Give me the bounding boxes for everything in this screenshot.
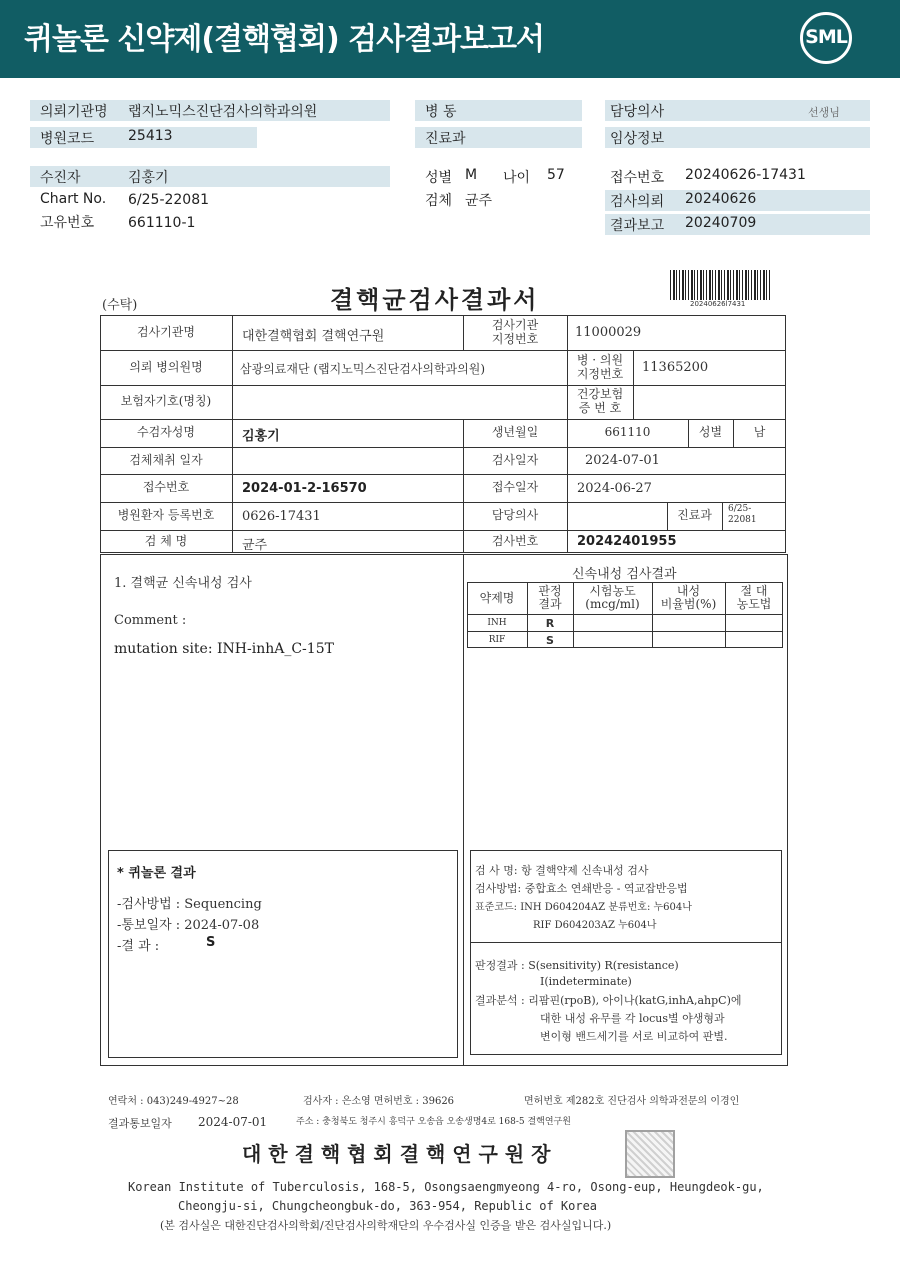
quinolone-result-label: -결 과 : xyxy=(117,939,160,954)
r2-label2b: 지정번호 xyxy=(576,367,624,381)
r6-value2: 2024-06-27 xyxy=(577,481,652,496)
footer-certification: (본 검사실은 대한진단검사의학회/진단검사의학재단의 우수검사실 인증을 받은 검사실입니다.) xyxy=(160,1219,612,1232)
method-line8: 대한 내성 유무를 각 locus별 야생형과 xyxy=(540,1012,725,1025)
quinolone-result: S xyxy=(206,935,216,950)
chart-value: 6/25-22081 xyxy=(128,192,210,208)
doc-title: 결핵균검사결과서 xyxy=(330,286,540,314)
patient-value: 김홍기 xyxy=(128,170,169,186)
r7-label2: 담당의사 xyxy=(491,508,539,522)
col-ratio-b: 비율범(%) xyxy=(660,597,717,611)
mutation-site: mutation site: INH-inhA_C-15T xyxy=(114,641,334,657)
r7-value: 0626-17431 xyxy=(242,509,321,524)
footer-english-2: Cheongju-si, Chungcheongbuk-do, 363-954, Republic of Korea xyxy=(178,1199,598,1213)
quinolone-title: * 퀴놀론 결과 xyxy=(117,866,196,881)
r4-value2: 661110 xyxy=(604,425,651,439)
uid-value: 661110-1 xyxy=(128,215,196,231)
code-label: 병원코드 xyxy=(40,131,95,147)
r4-value: 김홍기 xyxy=(242,429,280,444)
receipt-value: 20240626-17431 xyxy=(685,167,806,183)
receipt-label: 접수번호 xyxy=(610,170,665,186)
r4-value3: 남 xyxy=(753,425,766,439)
method-line3: 표준코드: INH D604204AZ 분류번호: 누604나 xyxy=(475,902,692,913)
method-line2: 검사방법: 중합효소 연쇄반응 - 역교잡반응법 xyxy=(475,882,688,895)
result-rif: S xyxy=(546,634,554,647)
r1-label2a: 검사기관 xyxy=(491,318,539,332)
col-abs-b: 농도법 xyxy=(736,597,772,611)
footer-examiner: 검사자 : 은소영 면허번호 : 39626 xyxy=(303,1096,455,1107)
r2-label2a: 병 · 의원 xyxy=(576,353,624,367)
col-abs-a: 절 대 xyxy=(740,584,768,598)
r2-value: 삼광의료재단 (랩지노믹스진단검사의학과의원) xyxy=(240,362,486,376)
footer-address: 주소 : 충청북도 청주시 흥덕구 오송읍 오송생명4로 168-5 결핵연구원 xyxy=(296,1117,571,1127)
method-line5: 판정결과 : S(sensitivity) R(resistance) xyxy=(475,959,679,972)
method-line1: 검 사 명: 항 결핵약제 신속내성 검사 xyxy=(475,864,649,877)
r1-label2b: 지정번호 xyxy=(491,332,539,346)
footer-notice-date: 2024-07-01 xyxy=(198,1115,268,1129)
col-result-a: 판정 xyxy=(538,584,562,598)
r3-label2a: 건강보험 xyxy=(576,387,624,401)
col-conc-b: (mcg/ml) xyxy=(585,597,640,611)
ward-label: 병 동 xyxy=(425,104,457,120)
hospital-value: 랩지노믹스진단검사의학과의원 xyxy=(128,104,318,120)
institute-name: 대 한 결 핵 협 회 결 핵 연 구 원 장 xyxy=(242,1142,551,1166)
r4-label2: 생년월일 xyxy=(491,425,539,439)
r5-label: 검체채취 일자 xyxy=(129,453,203,467)
specimen-value: 균주 xyxy=(465,193,493,209)
quinolone-box xyxy=(108,850,458,1058)
r2-value2: 11365200 xyxy=(642,360,709,375)
footer-license: 면허번호 제282호 진단검사 의학과전문의 이경인 xyxy=(524,1096,740,1107)
r6-value: 2024-01-2-16570 xyxy=(242,481,367,496)
r1-label: 검사기관명 xyxy=(137,325,195,339)
report-label: 결과보고 xyxy=(610,218,665,234)
col-conc-a: 시험농도 xyxy=(589,584,636,598)
doctor-suffix: 선생님 xyxy=(808,106,840,119)
r7-value3b: 22081 xyxy=(728,515,757,525)
sex-value: M xyxy=(465,167,478,183)
r7-label: 병원환자 등록번호 xyxy=(117,508,215,522)
col-ratio-a: 내성 xyxy=(676,584,701,598)
method-line6: I(indeterminate) xyxy=(540,975,632,988)
dept-label: 진료과 xyxy=(425,131,466,147)
patient-bar xyxy=(30,166,390,187)
r1-value2: 11000029 xyxy=(575,325,642,340)
r2-label: 의뢰 병의원명 xyxy=(129,360,203,374)
drug-rif: RIF xyxy=(488,635,506,645)
doctor-label: 담당의사 xyxy=(610,104,665,120)
r8-value2: 20242401955 xyxy=(577,534,677,549)
r5-value2: 2024-07-01 xyxy=(585,453,660,468)
r6-label2: 접수일자 xyxy=(491,480,539,494)
clinical-label: 임상정보 xyxy=(610,131,665,147)
method-line9: 변이형 밴드세기를 서로 비교하여 판별. xyxy=(540,1030,728,1043)
r4-label: 수검자성명 xyxy=(137,425,195,439)
chart-label: Chart No. xyxy=(40,191,107,207)
footer-english-1: Korean Institute of Tuberculosis, 168-5, Osongsaengmyeong 4-ro, Osong-eup, Heungdeok-gu, xyxy=(128,1180,764,1194)
age-label: 나이 xyxy=(503,170,531,186)
uid-label: 고유번호 xyxy=(40,215,95,231)
patient-label: 수진자 xyxy=(40,170,81,186)
method-line7: 결과분석 : 리팜핀(rpoB), 아이나(katG,inhA,ahpC)에 xyxy=(475,994,742,1007)
result-inh: R xyxy=(545,617,555,630)
age-value: 57 xyxy=(547,167,565,183)
consign-label: (수탁) xyxy=(102,298,138,313)
r3-label2b: 증 번 호 xyxy=(578,401,622,415)
method-line4: RIF D604203AZ 누604나 xyxy=(533,920,657,931)
request-label: 검사의뢰 xyxy=(610,194,665,210)
drug-inh: INH xyxy=(487,618,507,628)
report-value: 20240709 xyxy=(685,215,757,231)
r4-label3: 성별 xyxy=(698,425,723,439)
footer-contact: 연락처 : 043)249-4927~28 xyxy=(108,1096,239,1107)
sex-label: 성별 xyxy=(425,170,453,186)
r7-label3: 진료과 xyxy=(677,508,712,522)
r5-label2: 검사일자 xyxy=(491,453,539,467)
col-result-b: 결과 xyxy=(538,597,562,611)
barcode-number: 20240626l7431 xyxy=(690,300,746,308)
footer-notice-label: 결과통보일자 xyxy=(108,1117,172,1130)
col-drug: 약제명 xyxy=(479,591,515,605)
report-title: 퀴놀론 신약제(결핵협회) 검사결과보고서 xyxy=(24,22,544,57)
r8-label: 검 체 명 xyxy=(144,534,188,548)
r8-value: 균주 xyxy=(242,538,268,553)
r6-label: 접수번호 xyxy=(142,480,190,494)
r7-value3a: 6/25- xyxy=(728,504,752,514)
suscept-title: 신속내성 검사결과 xyxy=(572,567,677,582)
quinolone-method: -검사방법 : Sequencing xyxy=(117,897,262,912)
r1-value: 대한결핵협회 결핵연구원 xyxy=(242,329,385,344)
code-value: 25413 xyxy=(128,128,173,144)
official-seal xyxy=(625,1130,675,1178)
comment-label: Comment : xyxy=(114,613,187,628)
r8-label2: 검사번호 xyxy=(491,534,539,548)
barcode-icon xyxy=(670,270,770,300)
hospital-label: 의뢰기관명 xyxy=(40,104,108,120)
test-heading: 1. 결핵균 신속내성 검사 xyxy=(114,576,252,591)
quinolone-date: -통보일자 : 2024-07-08 xyxy=(117,918,260,933)
r3-label: 보험자기호(명칭) xyxy=(120,394,212,408)
sml-logo-text: SML xyxy=(805,26,847,48)
specimen-label: 검체 xyxy=(425,193,453,209)
request-value: 20240626 xyxy=(685,191,757,207)
